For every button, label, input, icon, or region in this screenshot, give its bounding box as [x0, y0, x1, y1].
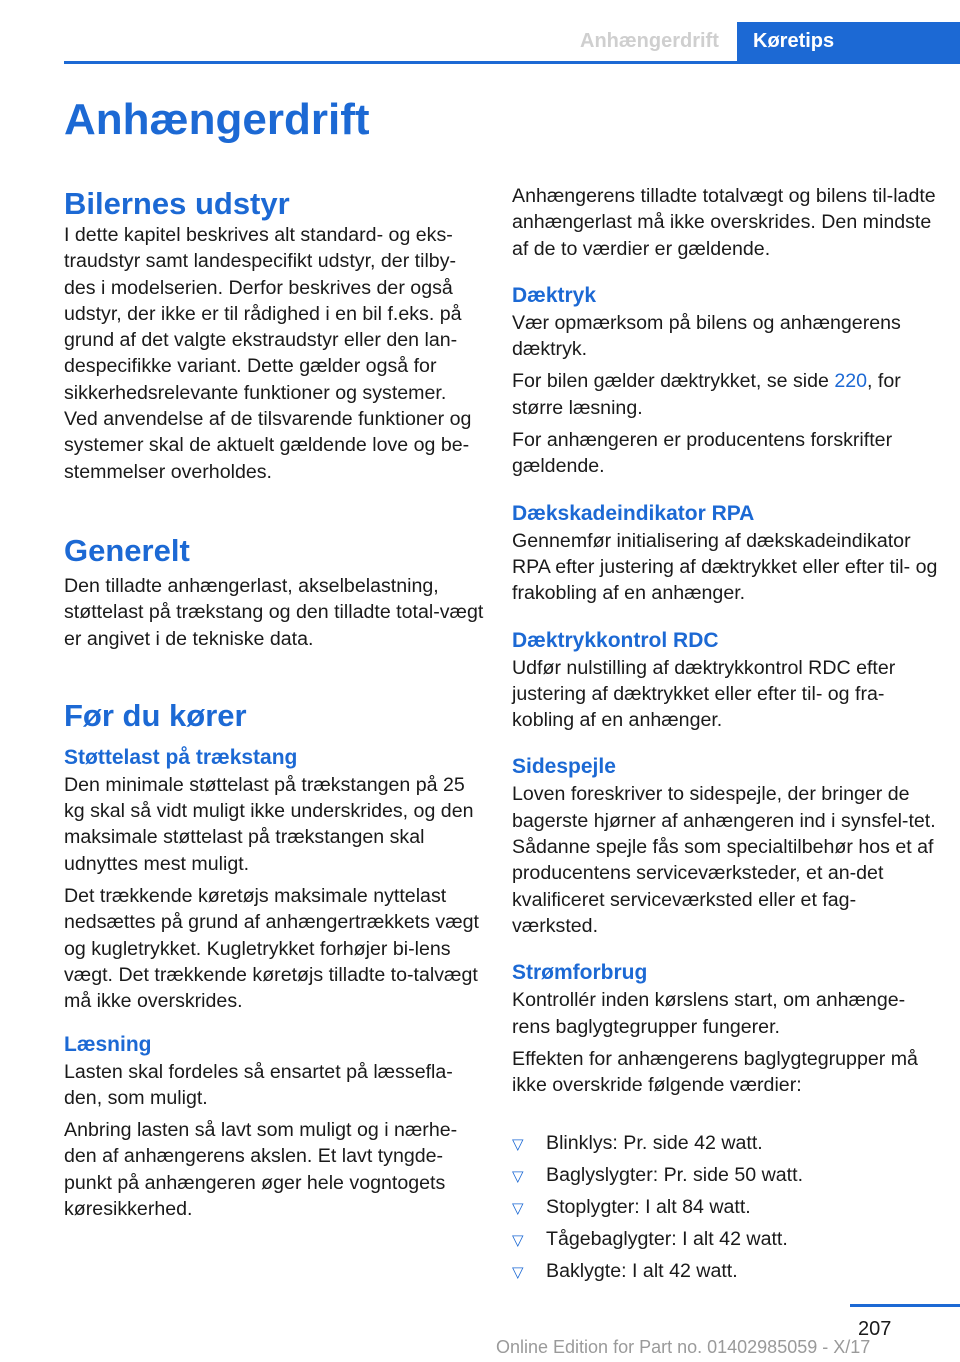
page-title: Anhængerdrift	[64, 95, 370, 144]
heading-stoettelast: Støttelast på trækstang	[64, 745, 298, 769]
paragraph-daektryk-3: For anhængeren er producentens forskrifter gældende.	[512, 429, 893, 478]
heading-bilernes-udstyr: Bilernes udstyr	[64, 186, 290, 221]
paragraph-laesning-2: Anbring lasten så lavt som muligt og i nærhe-den af anhængerens akslen. Et lavt tyngde-punkt på anhængeren øger hele vogntogets køresikkerhed.	[64, 1119, 458, 1221]
paragraph-udstyr: I dette kapitel beskrives alt standard- og eks-traudstyr samt landespecifikt udstyr, der tilby-des i modelserien. Derfor beskrives der også udstyr, der ikke er til rådighed i en bil f.eks. på grund af det valgte ekstraudstyr eller den lan-despecifikke variant. Dette gælder også for sikkerhedsrelevante funktioner og systemer. Ved anvendelse af de tilsvarende funktioner og systemer skal de aktuelt gældende love og be-stemmelser overholdes.	[64, 224, 472, 483]
header-chapter-tab	[737, 22, 960, 62]
paragraph-stoettelast-1: Den minimale støttelast på trækstangen på 25 kg skal så vidt muligt ikke underskrides, og den maksimale støttelast på trækstangen skal udnyttes mest muligt.	[64, 773, 474, 875]
header-chapter-label: Køretips	[753, 30, 835, 52]
heading-generelt: Generelt	[64, 532, 190, 568]
paragraph-sidespejle: Loven foreskriver to sidespejle, der bringer de bagerste hjørner af anhængeren ind i synsfel-tet. Sådanne spejle fås som specialtilbehør hos et af producentens serviceværksteder, et an-det kvalificeret serviceværksted eller et fag-værksted.	[512, 783, 936, 937]
page-220-link[interactable]: 220	[834, 370, 868, 393]
heading-rpa: Dækskadeindikator RPA	[512, 501, 755, 525]
heading-sidespejle: Sidespejle	[512, 755, 616, 779]
left-column	[64, 186, 484, 1222]
paragraph-generelt: Den tilladte anhængerlast, akselbelastning, støttelast på trækstang og den tilladte total-vægt er angivet i de tekniske data.	[64, 574, 484, 650]
triangle-bullet-icon: ▽	[512, 1200, 524, 1217]
page-number: 207	[858, 1318, 892, 1340]
daektryk-text-end: , for større læsning.	[512, 370, 901, 419]
paragraph-daektryk-2	[512, 368, 942, 421]
list-item-text: Baklygte: I alt 42 watt.	[546, 1260, 738, 1282]
triangle-bullet-icon: ▽	[512, 1136, 524, 1153]
list-item-text: Blinklys: Pr. side 42 watt.	[546, 1132, 763, 1154]
heading-daektryk: Dæktryk	[512, 283, 597, 307]
paragraph-totalvaegt: Anhængerens tilladte totalvægt og bilens til-ladte anhængerlast må ikke overskrides. Den mindste af de to værdier er gældende.	[512, 185, 936, 260]
paragraph-stoettelast-2: Det trækkende køretøjs maksimale nyttelast nedsættes på grund af anhængertrækkets vægt og kugletrykket. Kugletrykket forhøjer bi-lens vægt. Det trækkende køretøjs tilladte to-talvægt må ikke overskrides.	[64, 885, 479, 1013]
right-column	[512, 183, 942, 1098]
edition-footer: Online Edition for Part no. 01402985059 - X/17	[496, 1337, 871, 1357]
paragraph-rdc: Udfør nulstilling af dæktrykkontrol RDC efter justering af dæktrykket eller efter til- og fra-kobling af en anhænger.	[512, 656, 896, 732]
heading-stroemforbrug: Strømforbrug	[512, 961, 648, 985]
paragraph-daektryk-1: Vær opmærksom på bilens og anhængerens dæktryk.	[512, 311, 901, 361]
heading-rdc: Dæktrykkontrol RDC	[512, 628, 719, 652]
heading-foer-du-koerer: Før du kører	[64, 697, 247, 733]
heading-laesning: Læsning	[64, 1032, 152, 1056]
daektryk-text-start: For bilen gælder dæktrykket, se side	[512, 370, 835, 393]
list-item-text: Stoplygter: I alt 84 watt.	[546, 1196, 751, 1218]
list-item-text: Baglyslygter: Pr. side 50 watt.	[546, 1164, 804, 1186]
header-rule	[64, 61, 960, 64]
triangle-bullet-icon: ▽	[512, 1168, 524, 1185]
triangle-bullet-icon: ▽	[512, 1232, 524, 1249]
header-section-title: Anhængerdrift	[580, 30, 719, 52]
paragraph-stroemforbrug-1: Kontrollér inden kørslens start, om anhænge-rens baglygtegrupper fungerer.	[512, 989, 906, 1038]
list-item-text: Tågebaglygter: I alt 42 watt.	[546, 1228, 788, 1250]
triangle-bullet-icon: ▽	[512, 1264, 524, 1281]
paragraph-rpa: Gennemfør initialisering af dækskadeindikator RPA efter justering af dæktrykket eller efter til- og frakobling af en anhænger.	[512, 529, 938, 605]
paragraph-stroemforbrug-2: Effekten for anhængerens baglygtegrupper må ikke overskride følgende værdier:	[512, 1047, 918, 1097]
footer-rule	[850, 1304, 960, 1307]
paragraph-laesning-1: Lasten skal fordeles så ensartet på læssefla-den, som muligt.	[64, 1060, 453, 1109]
